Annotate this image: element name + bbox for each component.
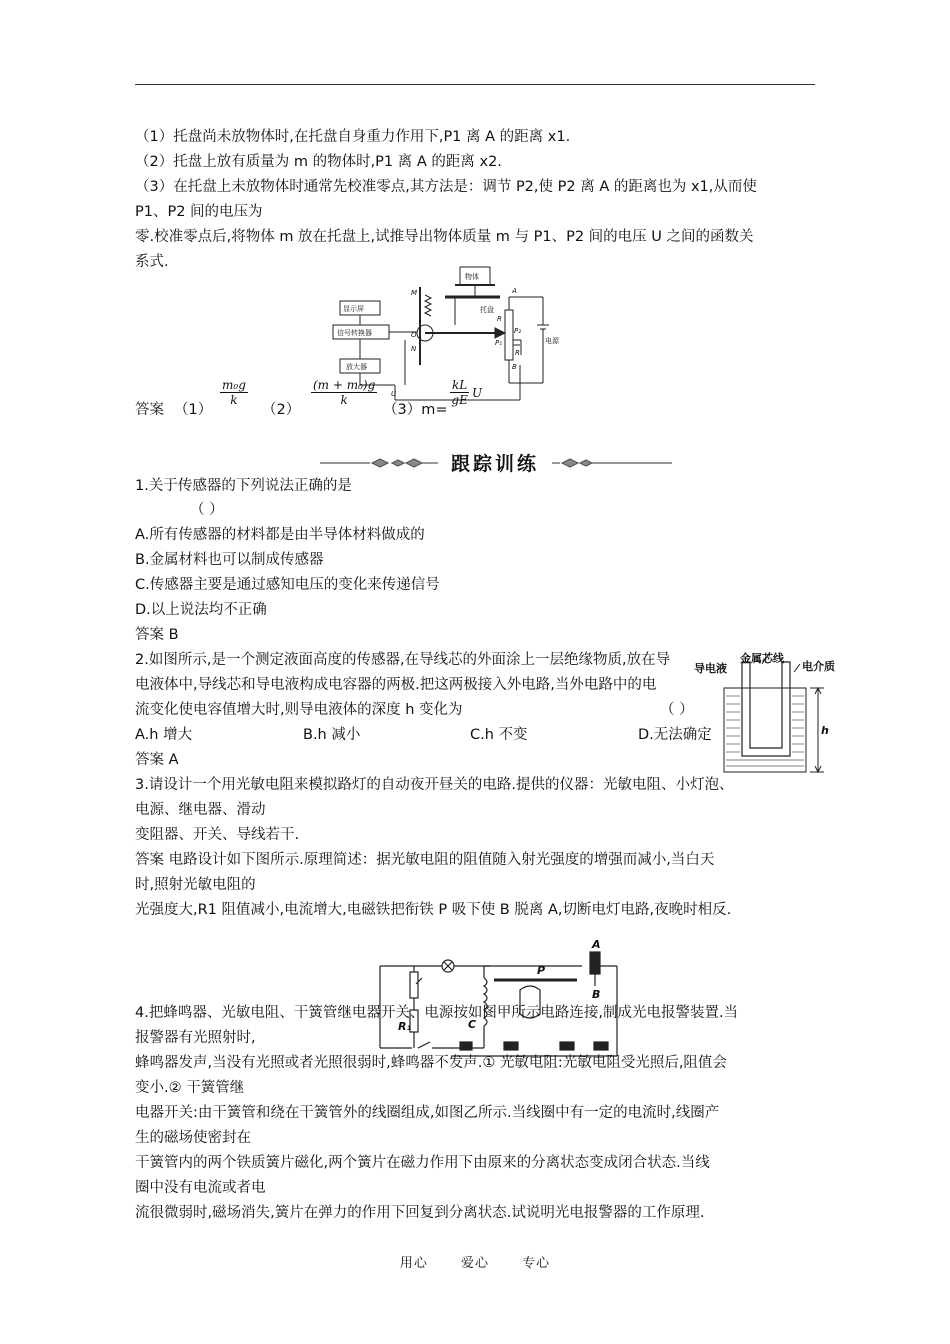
fraction2-numerator: (m + m₀)g xyxy=(313,378,376,392)
fig2-core-label: 金属芯线 xyxy=(740,652,784,665)
fraction1-numerator: m₀g xyxy=(222,378,246,392)
q2-line3: 流变化使电容值增大时,则导电液体的深度 h 变化为 xyxy=(135,702,463,718)
q4-line5: 电器开关:由干簧管和绕在干簧管外的线圈组成,如图乙所示.当线圈中有一定的电流时,线圈产 xyxy=(135,1105,720,1121)
footer-text-c: 专心 xyxy=(522,1256,551,1271)
header-rule xyxy=(135,84,815,85)
q3-line3: 变阻器、开关、导线若干. xyxy=(135,827,300,843)
q2-line2: 电液体中,导线芯和导电液构成电容器的两极.把这两极接入外电路,当外电路中的电 xyxy=(135,677,657,693)
figure-liquid-level xyxy=(690,650,850,780)
q2-option-b: B.h 减小 xyxy=(303,727,361,743)
answer1-fraction2 xyxy=(311,378,377,407)
fig1-O-label: O xyxy=(411,331,417,339)
fig1-object-label: 物体 xyxy=(465,273,479,281)
fig1-R1-label: R xyxy=(497,315,502,323)
q4-line3: 蜂鸣器发声,当没有光照或者光照很弱时,蜂鸣器不发声.① 光敏电阻:光敏电阻受光照后,阻值会 xyxy=(135,1055,727,1071)
q2-option-a: A.h 增大 xyxy=(135,727,193,743)
fig3-B-label: B xyxy=(592,988,601,1001)
footer-text-a: 用心 xyxy=(399,1256,428,1271)
fig3-P-label: P xyxy=(537,964,546,977)
fig3-C-label: C xyxy=(468,1018,477,1031)
page-footer xyxy=(0,1252,950,1271)
answer1-part2: （2） xyxy=(262,402,301,418)
answer1-fraction1 xyxy=(220,378,248,407)
q2-answer: 答案 A xyxy=(135,752,179,768)
fig1-P2-label: P₂ xyxy=(514,327,522,335)
fig3-R1-label: R₁ xyxy=(398,1020,412,1033)
q1-stem: 1.关于传感器的下列说法正确的是 xyxy=(135,478,352,494)
footer-text-b: 爱心 xyxy=(460,1256,489,1271)
intro-q2: （2）托盘上放有质量为 m 的物体时,P1 离 A 的距离 x2. xyxy=(135,154,502,170)
q2-paren: （ ） xyxy=(660,702,694,718)
q1-option-c: C.传感器主要是通过感知电压的变化来传递信号 xyxy=(135,577,440,593)
fig1-tray-label: 托盘 xyxy=(480,306,494,314)
q2-option-c: C.h 不变 xyxy=(470,727,528,743)
fig1-N-label: N xyxy=(411,345,417,353)
intro-q3a: （3）在托盘上未放物体时通常先校准零点,其方法是：调节 P2,使 P2 离 A 的距离也为 x1,从而使 xyxy=(135,179,757,195)
fig1-M-label: M xyxy=(411,289,418,297)
q4-line6: 生的磁场使密封在 xyxy=(135,1130,251,1146)
q2-option-d: D.无法确定 xyxy=(638,727,712,743)
section-title: 跟踪训练 xyxy=(450,453,540,475)
q1-option-b: B.金属材料也可以制成传感器 xyxy=(135,552,324,568)
q3-answer-line3: 光强度大,R1 阻值减小,电流增大,电磁铁把衔铁 P 吸下使 B 脱离 A,切断电灯电路,夜晚时相反. xyxy=(135,902,732,918)
fig1-power-label: 电源 xyxy=(545,337,559,345)
fig1-R2-label: R xyxy=(515,349,520,357)
q3-line2: 电源、继电器、滑动 xyxy=(135,802,266,818)
q3-line1: 3.请设计一个用光敏电阻来模拟路灯的自动夜开昼关的电路.提供的仪器：光敏电阻、小灯泡、 xyxy=(135,777,734,793)
q1-paren: （ ） xyxy=(190,502,224,518)
q4-line1: 4.把蜂鸣器、光敏电阻、干簧管继电器开关、电源按如图甲所示电路连接,制成光电报警装置.当 xyxy=(135,1005,739,1021)
q1-option-a: A.所有传感器的材料都是由半导体材料做成的 xyxy=(135,527,425,543)
q4-line7: 干簧管内的两个铁质簧片磁化,两个簧片在磁力作用下由原来的分离状态变成闭合状态.当线 xyxy=(135,1155,710,1171)
fig3-A-label: A xyxy=(592,938,601,951)
fraction1-denominator: k xyxy=(230,393,238,407)
fig1-A-label: A xyxy=(512,287,517,295)
fig2-h-label: h xyxy=(821,724,829,737)
fig1-amplifier-label: 放大器 xyxy=(346,363,367,371)
fig1-converter-label: 信号转换器 xyxy=(337,329,372,337)
section-divider xyxy=(320,448,680,478)
fig1-display-label: 显示屏 xyxy=(343,305,364,313)
q1-answer: 答案 B xyxy=(135,627,179,643)
q4-line9: 流很微弱时,磁场消失,簧片在弹力的作用下回复到分离状态.试说明光电报警器的工作原理. xyxy=(135,1205,705,1221)
q1-option-d: D.以上说法均不正确 xyxy=(135,602,267,618)
answer1-fraction3 xyxy=(450,378,469,407)
q3-answer-line2: 时,照射光敏电阻的 xyxy=(135,877,256,893)
q3-answer-line1: 答案 电路设计如下图所示.原理简述：据光敏电阻的阻值随入射光强度的增强而减小,当白天 xyxy=(135,852,715,868)
fig1-B-label: B xyxy=(512,363,517,371)
intro-q3d: 系式. xyxy=(135,254,169,270)
intro-q3b: P1、P2 间的电压为 xyxy=(135,204,263,220)
q4-line4: 变小.② 干簧管继 xyxy=(135,1080,245,1096)
fig2-dielectric-label: 电介质 xyxy=(802,660,835,673)
answer1-fraction3-tail: U xyxy=(472,386,483,400)
fraction3-numerator: kL xyxy=(452,378,468,392)
fig1-P1-label: P₁ xyxy=(495,339,503,347)
fraction3-denominator: gE xyxy=(451,393,468,407)
q4-line2: 报警器有光照射时, xyxy=(135,1030,256,1046)
intro-q1: （1）托盘尚未放物体时,在托盘自身重力作用下,P1 离 A 的距离 x1. xyxy=(135,129,571,145)
fraction2-denominator: k xyxy=(340,393,348,407)
answer1-part3: （3）m= xyxy=(383,402,448,418)
intro-q3c: 零.校准零点后,将物体 m 放在托盘上,试推导出物体质量 m 与 P1、P2 间的电压 U 之间的函数关 xyxy=(135,229,754,245)
answer1-label: 答案 xyxy=(135,402,164,418)
q2-line1: 2.如图所示,是一个测定液面高度的传感器,在导线芯的外面涂上一层绝缘物质,放在导 xyxy=(135,652,671,668)
fig1-U-label: U xyxy=(391,390,397,398)
fig2-liquid-label: 导电液 xyxy=(694,662,727,675)
q4-line8: 圈中没有电流或者电 xyxy=(135,1180,266,1196)
answer1-part1: （1） xyxy=(174,402,213,418)
